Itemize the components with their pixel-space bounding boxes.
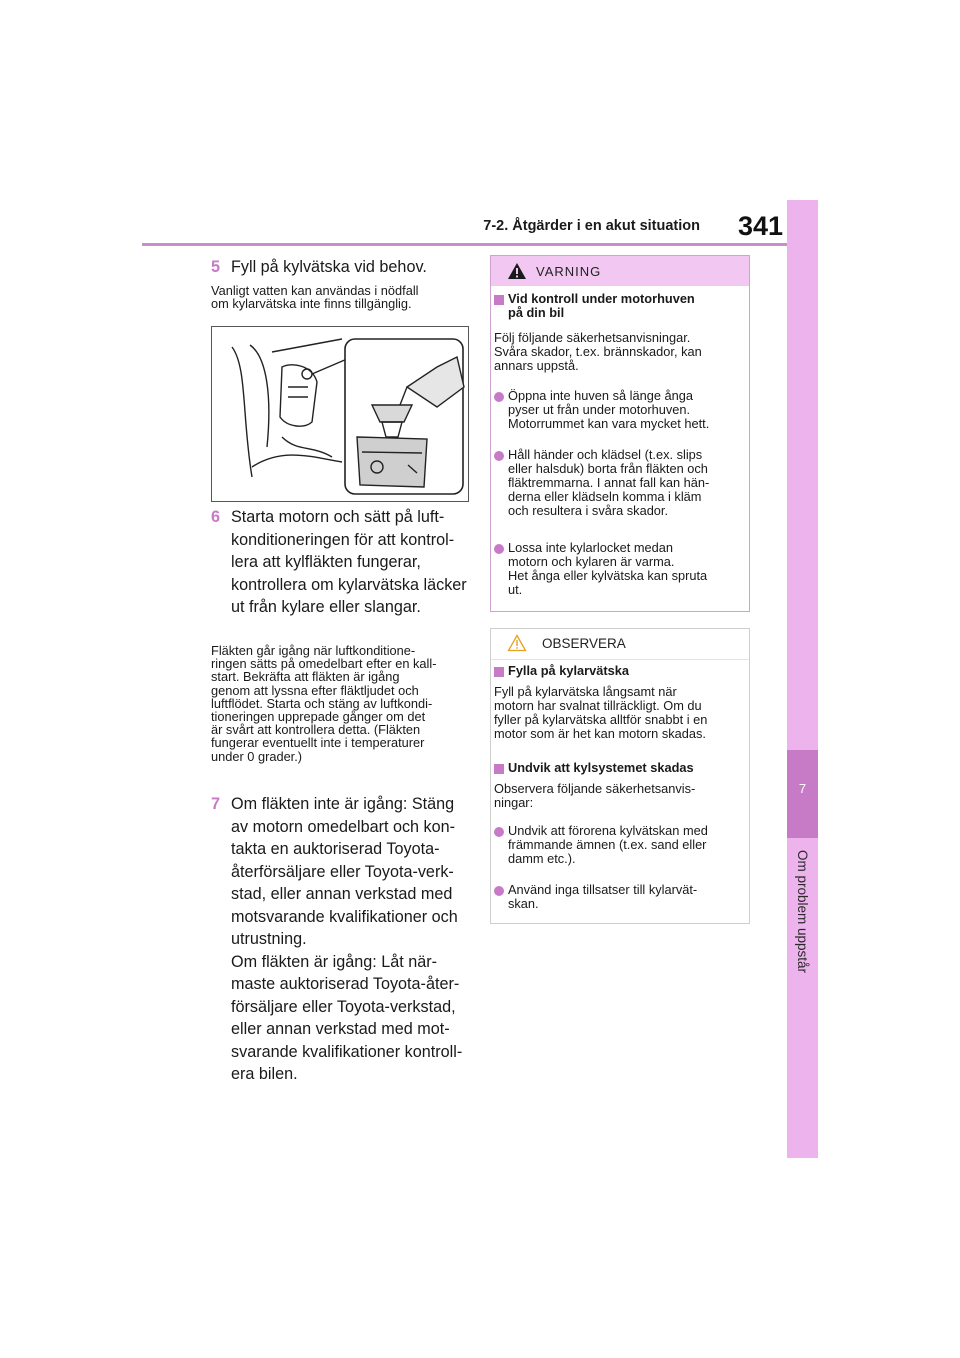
engine-bay-drawing — [212, 327, 468, 501]
step-number: 7 — [211, 795, 221, 813]
caution-triangle-icon — [507, 634, 527, 652]
coolant-refill-illustration — [211, 326, 469, 502]
step-6-note: Fläkten går igång när luftkonditione- ringen sätts på omedelbart efter en kall- start. Bekräfta att fläkten är igång genom att lyssna efter fläktljudet och luftflödet. Starta och stäng av luftkondi- tioneringen upprepade gånger om det är svårt att kontrollera detta. (Fläkten fungerar eventuellt inte i temperaturer under 0 grader.) — [211, 643, 437, 764]
step-text: Starta motorn och sätt på luft-konditioneringen för att kontrol-lera att kylfläkten fungerar, kontrollera om kylarvätska läcker ut från kylare eller slangar. — [231, 508, 467, 616]
warning-title: VARNING — [536, 264, 602, 279]
step-number: 5 — [211, 258, 221, 276]
warning-bullet: Håll händer och klädsel (t.ex. slips eller halsduk) borta från fläkten och fläktremmarna. I annat fall kan hän- derna eller klädseln komma i kläm och resultera i svåra skador. — [508, 447, 710, 518]
chapter-number: 7 — [798, 781, 807, 796]
step-7 — [211, 793, 473, 1086]
warning-bullet: Lossa inte kylarlocket medan motorn och kylaren är varma. Het ånga eller kylvätska kan spruta ut. — [508, 540, 708, 597]
bullet-icon — [494, 827, 504, 837]
section-title: 7-2. Åtgärder i en akut situation — [483, 218, 700, 234]
bullet-icon — [494, 392, 504, 402]
warning-bullet: Öppna inte huven så länge ånga pyser ut från under motorhuven. Motorrummet kan vara mycket hett. — [508, 388, 710, 431]
step-5-note: Vanligt vatten kan användas i nödfall om kylarvätska inte finns tillgänglig. — [211, 283, 419, 312]
header-divider — [142, 243, 787, 246]
caution-text-1: Fyll på kylarvätska långsamt när motorn har svalnat tillräckligt. Om du fyller på kylarvätska alltför snabbt i en motor som är het kan motorn skadas. — [494, 684, 708, 741]
step-5 — [211, 256, 473, 279]
bullet-icon — [494, 886, 504, 896]
warning-triangle-icon — [507, 262, 527, 280]
caution-heading-2: Undvik att kylsystemet skadas — [508, 760, 694, 775]
section-marker-icon — [494, 764, 504, 774]
chapter-side-tab — [787, 200, 818, 1158]
caution-text-2: Observera följande säkerhetsanvis- ningar: — [494, 781, 696, 810]
caution-bullet: Undvik att förorena kylvätskan med främmande ämnen (t.ex. sand eller damm etc.). — [508, 823, 708, 866]
section-marker-icon — [494, 667, 504, 677]
warning-header — [491, 256, 749, 286]
step-6 — [211, 506, 473, 619]
step-text: Om fläkten inte är igång: Stäng av motorn omedelbart och kon-takta en auktoriserad Toyota-återförsäljare eller Toyota-verk-stad, eller annan verkstad med motsvarande kvalifikationer och utrustning. — [231, 795, 458, 948]
caution-title: OBSERVERA — [542, 636, 626, 651]
bullet-icon — [494, 451, 504, 461]
bullet-icon — [494, 544, 504, 554]
warning-heading: Vid kontroll under motorhuven på din bil — [508, 291, 695, 320]
warning-intro: Följ följande säkerhetsanvisningar. Svåra skador, t.ex. brännskador, kan annars uppstå. — [494, 330, 702, 373]
chapter-title: Om problem uppstår — [795, 850, 810, 974]
step-text-continued: Om fläkten är igång: Låt när-maste auktoriserad Toyota-åter-försäljare eller Toyota-verkstad, eller annan verkstad med mot-svarande kvalifikationer kontroll-era bilen. — [231, 952, 463, 1083]
page-number: 341 — [738, 211, 784, 241]
caution-heading-1: Fylla på kylarvätska — [508, 663, 629, 678]
step-text: Fyll på kylvätska vid behov. — [231, 258, 427, 276]
section-marker-icon — [494, 295, 504, 305]
step-number: 6 — [211, 508, 221, 526]
caution-bullet: Använd inga tillsatser till kylarvät- skan. — [508, 882, 698, 911]
